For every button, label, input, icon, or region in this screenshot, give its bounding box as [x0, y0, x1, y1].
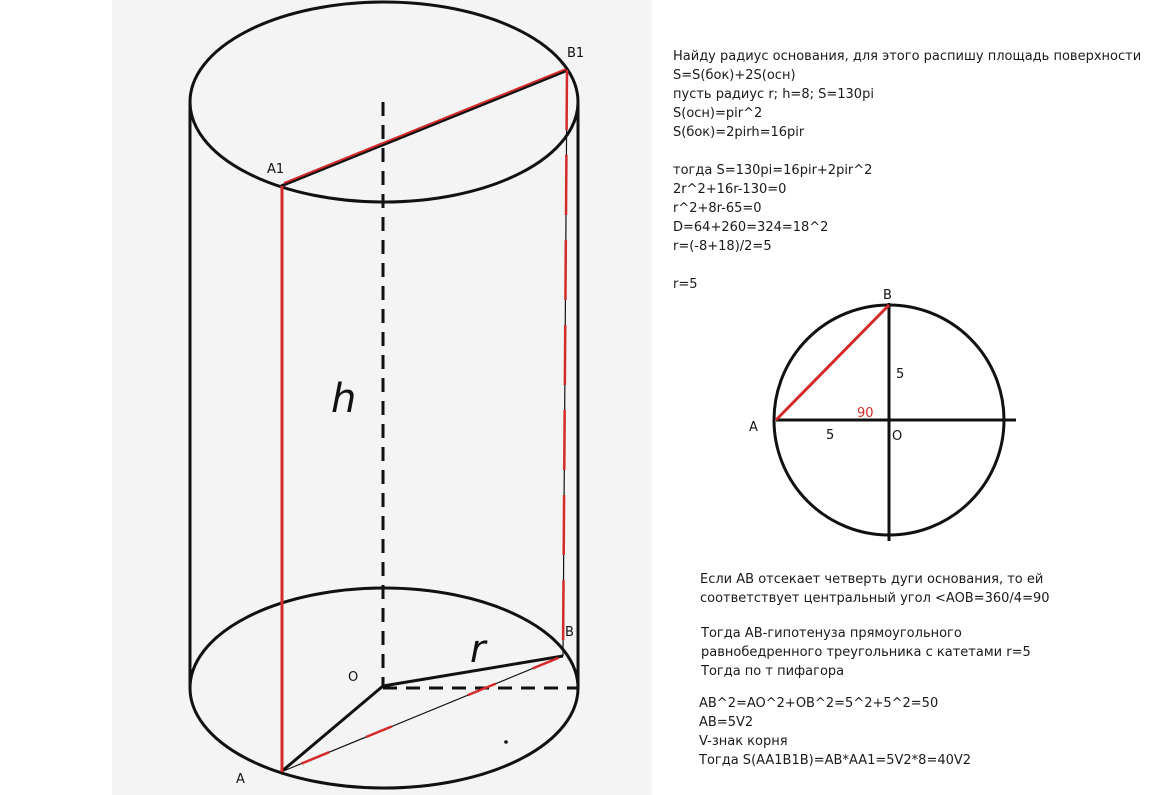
radius-label: r	[470, 627, 486, 671]
label-b: B	[565, 625, 574, 640]
label-a: A	[236, 772, 245, 787]
circle-label-b: B	[883, 288, 892, 303]
solution-line: r=(-8+18)/2=5	[673, 239, 772, 254]
solution-angle	[700, 570, 1050, 608]
leg-vertical-label: 5	[896, 367, 905, 382]
solution-top	[673, 47, 1141, 294]
solution-line: пусть радиус r; h=8; S=130pi	[673, 87, 874, 102]
circle-label-o: O	[892, 429, 903, 444]
solution-line: AB=5V2	[699, 715, 754, 730]
hypotenuse-ab	[776, 305, 889, 420]
solution-line: AB^2=AO^2+OB^2=5^2+5^2=50	[699, 696, 939, 711]
solution-line: S(осн)=pir^2	[673, 106, 763, 121]
height-label: h	[331, 376, 357, 422]
solution-line: Тогда АВ-гипотенуза прямоугольного	[701, 626, 962, 641]
label-o: O	[348, 670, 359, 685]
leg-horizontal-label: 5	[826, 428, 835, 443]
solution-line: S(бок)=2pirh=16pir	[673, 125, 805, 140]
solution-line: D=64+260=324=18^2	[673, 220, 829, 235]
solution-line: соответствует центральный угол <AOB=360/4=90	[700, 591, 1050, 606]
solution-line	[673, 142, 1141, 161]
right-angle-label: 90	[857, 406, 874, 421]
solution-line: r=5	[673, 277, 698, 292]
solution-pythagoras	[699, 694, 971, 770]
solution-triangle	[701, 624, 1031, 681]
solution-line: 2r^2+16r-130=0	[673, 182, 787, 197]
solution-line: r^2+8r-65=0	[673, 201, 762, 216]
solution-line: S=S(бок)+2S(осн)	[673, 68, 796, 83]
solution-line: тогда S=130pi=16pir+2pir^2	[673, 163, 873, 178]
circle-label-a: A	[749, 420, 758, 435]
solution-line: V-знак корня	[699, 734, 788, 749]
solution-line: Если АВ отсекает четверть дуги основания, то ей	[700, 572, 1044, 587]
base-circle-drawing	[774, 303, 1016, 541]
solution-line	[673, 256, 1141, 275]
stray-dot	[504, 740, 508, 744]
solution-line: Тогда по т пифагора	[701, 664, 845, 679]
solution-line: равнобедренного треугольника с катетами r=5	[701, 645, 1031, 660]
solution-line: Найду радиус основания, для этого распишу площадь поверхности	[673, 49, 1142, 64]
solution-line: Тогда S(AA1B1B)=AB*AA1=5V2*8=40V2	[699, 753, 972, 768]
label-a1: A1	[267, 162, 285, 177]
label-b1: B1	[567, 46, 585, 61]
